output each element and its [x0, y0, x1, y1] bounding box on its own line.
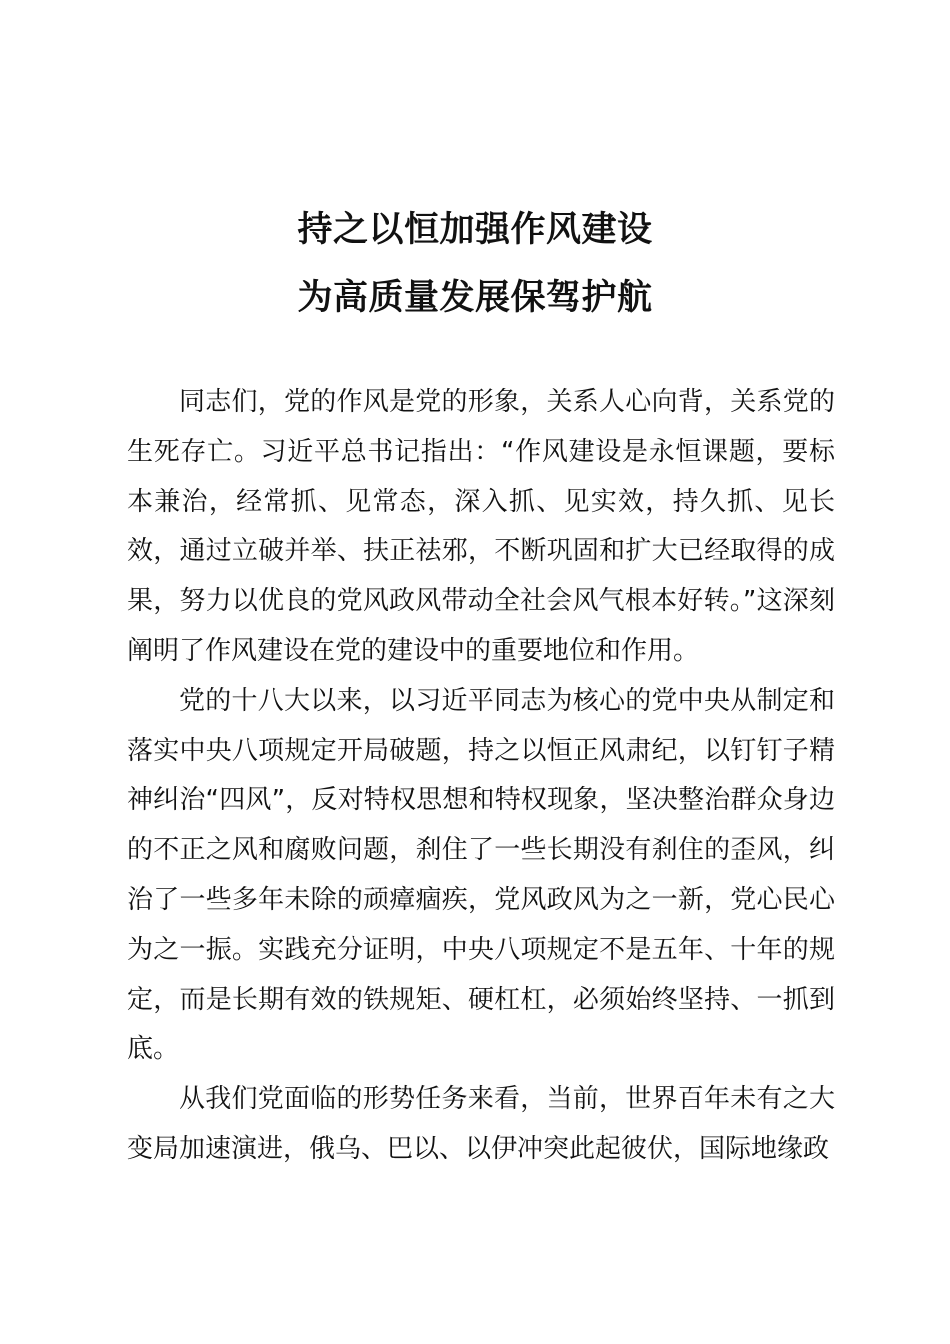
document-title: [0, 196, 950, 332]
title-line-2: 为高质量发展保驾护航: [297, 278, 653, 318]
paragraph-2: 党的十八大以来，以习近平同志为核心的党中央从制定和落实中央八项规定开局破题，持之以恒正风肃纪，以钉钉子精神纠治“四风”，反对特权思想和特权现象，坚决整治群众身边的不正之风和腐败问题，刹住了一些长期没有刹住的歪风，纠治了一些多年未除的顽瘴痼疾，党风政风为之一新，党心民心为之一振。实践充分证明，中央八项规定不是五年、十年的规定，而是长期有效的铁规矩、硬杠杠，必须始终坚持、一抓到底。: [127, 685, 835, 1065]
title-line-1: 持之以恒加强作风建设: [297, 210, 653, 250]
paragraph-3: 从我们党面临的形势任务来看，当前，世界百年未有之大变局加速演进，俄乌、巴以、以伊冲突此起彼伏，国际地缘政: [127, 1084, 835, 1164]
document-body: [127, 378, 835, 1175]
paragraph-1: 同志们，党的作风是党的形象，关系人心向背，关系党的生死存亡。习近平总书记指出：“作风建设是永恒课题，要标本兼治，经常抓、见常态，深入抓、见实效，持久抓、见长效，通过立破并举、扶正祛邪，不断巩固和扩大已经取得的成果，努力以优良的党风政风带动全社会风气根本好转。”这深刻阐明了作风建设在党的建设中的重要地位和作用。: [127, 387, 835, 666]
